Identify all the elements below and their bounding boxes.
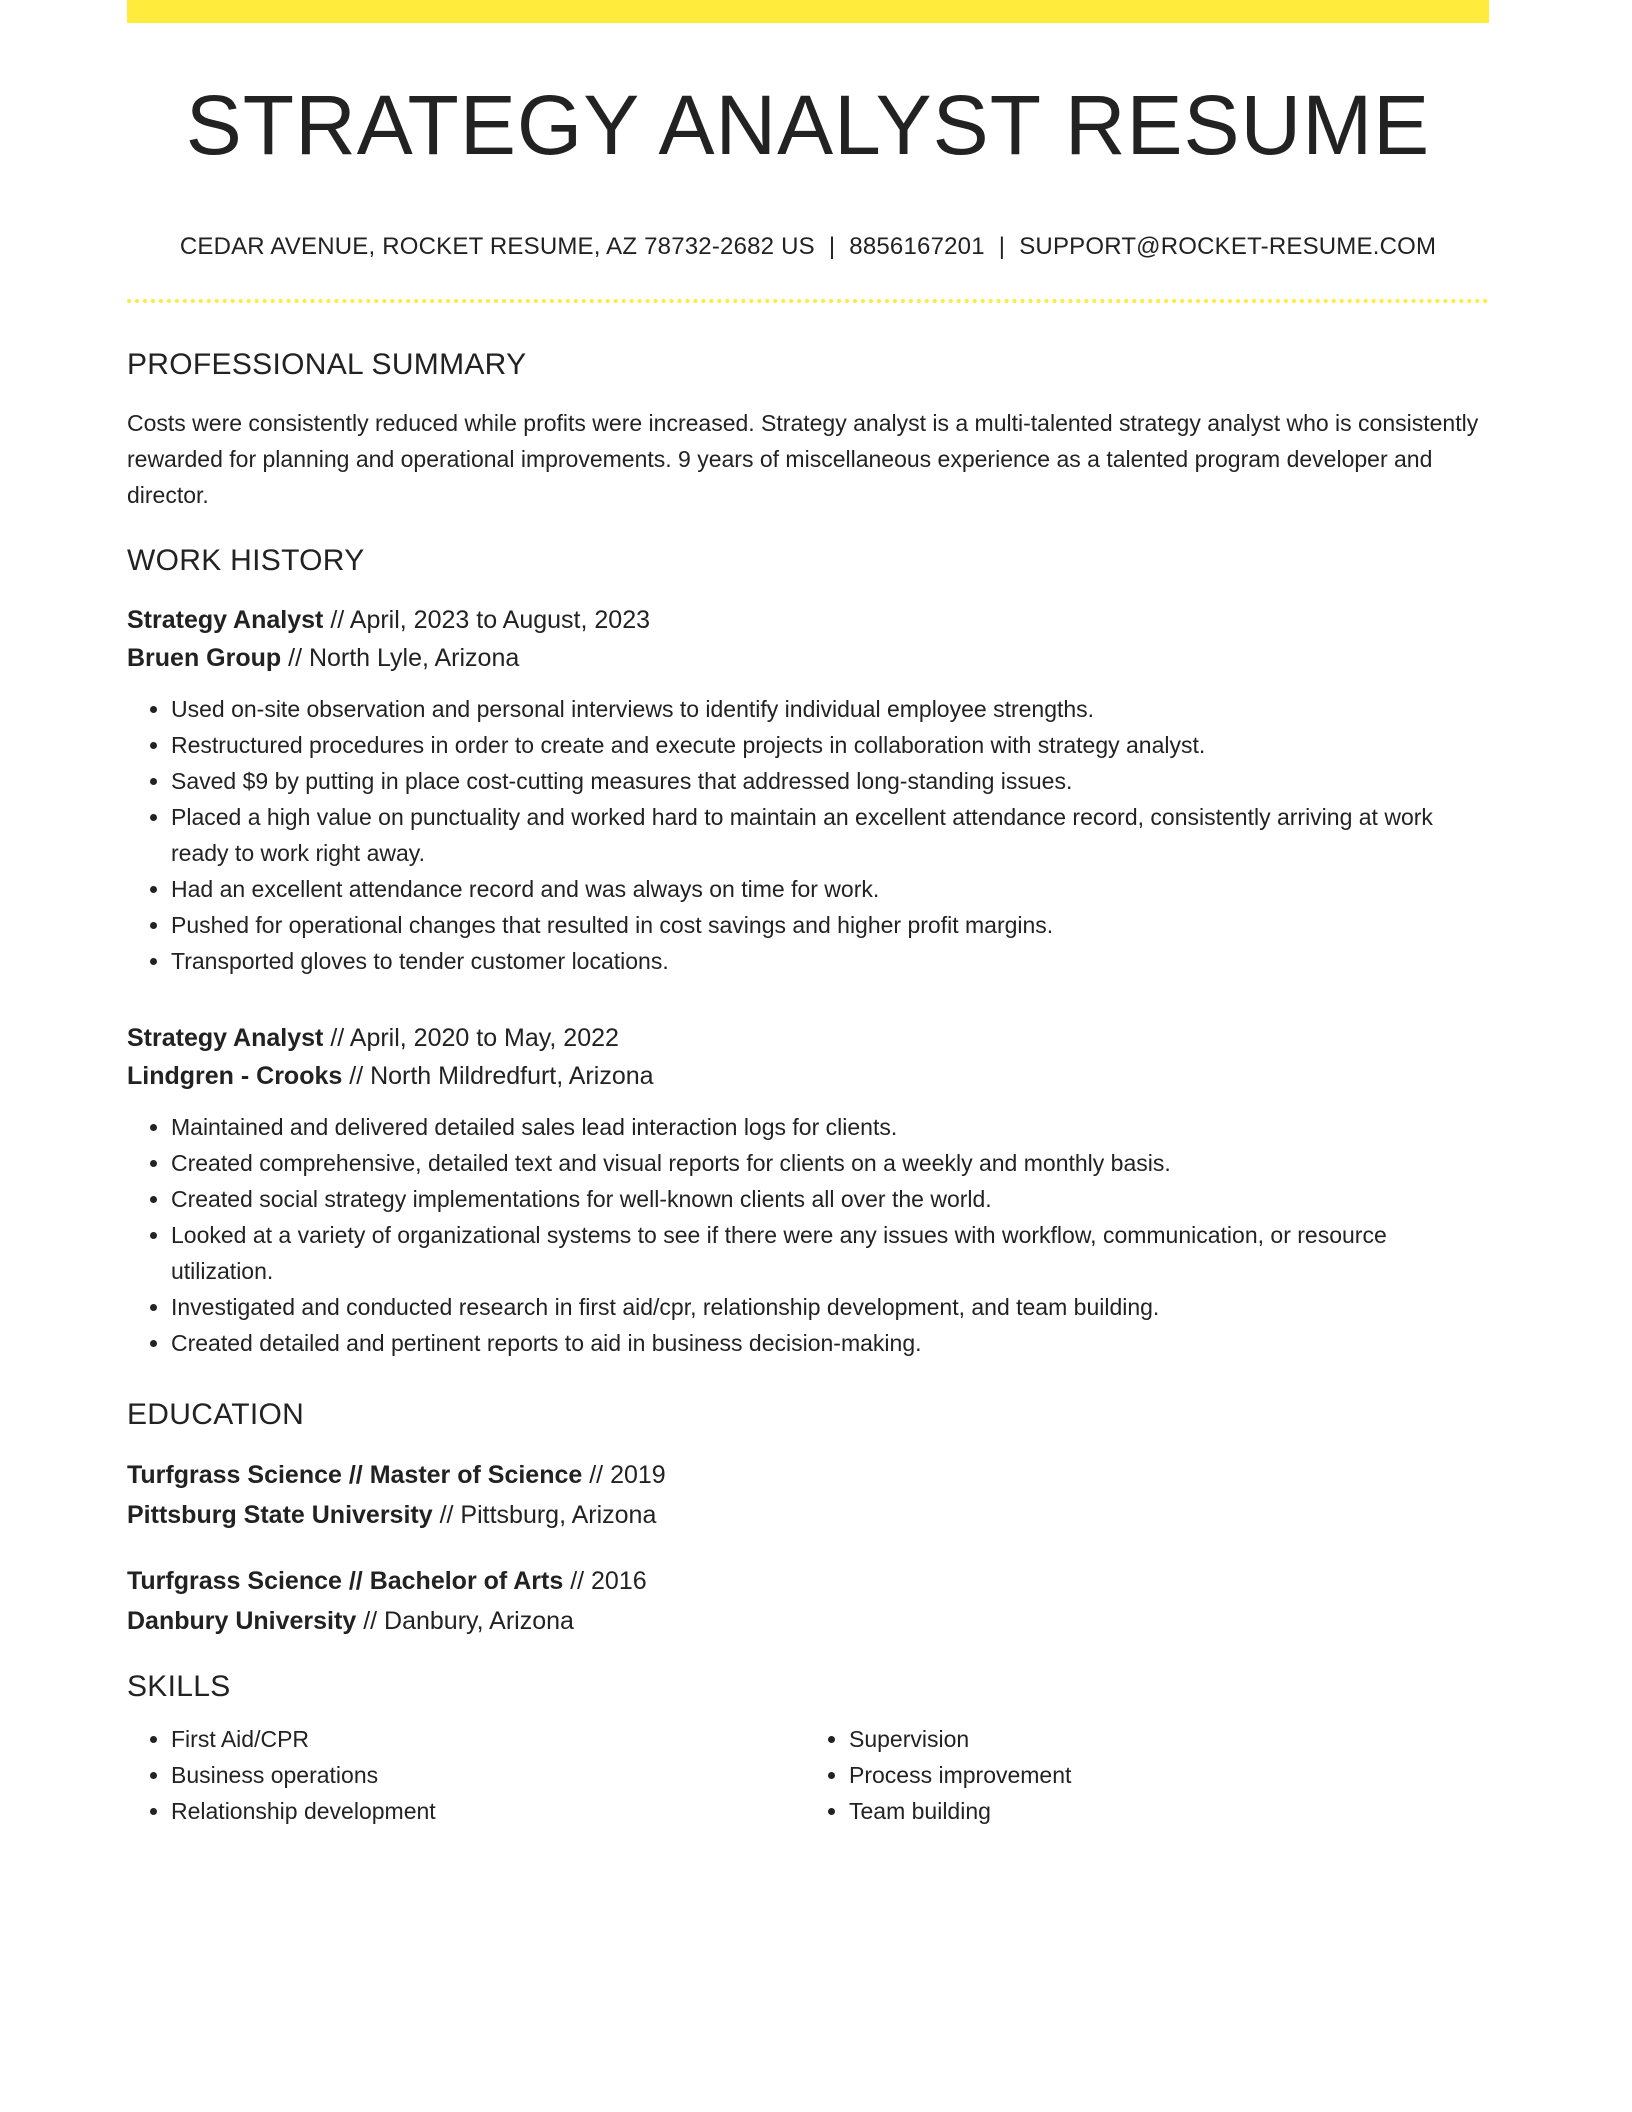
contact-email: SUPPORT@ROCKET-RESUME.COM	[1019, 233, 1437, 260]
list-item: • Restructured procedures in order to create and execute projects in collaboration with strategy analyst.	[171, 727, 1489, 763]
job-role: Strategy Analyst	[127, 606, 324, 634]
job-title-line	[127, 601, 1489, 639]
skills-list-right	[802, 1721, 1480, 1829]
skill-item: • Relationship development	[171, 1793, 802, 1829]
school-line	[127, 1601, 1489, 1641]
page-title: STRATEGY ANALYST RESUME	[185, 78, 1431, 172]
school: Danbury University	[127, 1607, 357, 1635]
degree-line	[127, 1561, 1489, 1601]
list-item: • Placed a high value on punctuality and worked hard to maintain an excellent attendance record, consistently arriving at work ready to work right away.	[171, 799, 1489, 871]
dotted-divider	[127, 299, 1489, 303]
skills-list-left	[127, 1721, 802, 1829]
list-item: • Maintained and delivered detailed sales lead interaction logs for clients.	[171, 1109, 1489, 1145]
job-dates: // April, 2023 to August, 2023	[323, 606, 650, 634]
list-item: • Created detailed and pertinent reports to aid in business decision-making.	[171, 1325, 1489, 1361]
list-item: • Transported gloves to tender customer locations.	[171, 943, 1489, 979]
contact-line	[127, 233, 1489, 261]
job-bullets	[127, 691, 1489, 979]
contact-phone: 8856167201	[849, 233, 985, 260]
job-company: Lindgren - Crooks	[127, 1062, 343, 1090]
skill-item: • Team building	[849, 1793, 1480, 1829]
job-entry	[127, 1019, 1489, 1361]
list-item: • Investigated and conducted research in first aid/cpr, relationship development, and team building.	[171, 1289, 1489, 1325]
degree: Turfgrass Science // Master of Science	[127, 1461, 583, 1489]
summary-heading: PROFESSIONAL SUMMARY	[127, 348, 527, 381]
contact-address: CEDAR AVENUE, ROCKET RESUME, AZ 78732-2682 US	[179, 233, 815, 260]
skill-item: • First Aid/CPR	[171, 1721, 802, 1757]
list-item: • Created social strategy implementations for well-known clients all over the world.	[171, 1181, 1489, 1217]
work-history-heading: WORK HISTORY	[127, 544, 365, 577]
summary-text: Costs were consistently reduced while profits were increased. Strategy analyst is a multi-talented strategy analyst who is consistently rewarded for planning and operational improvements. 9 years of miscellaneous experience as a talented program developer and director.	[127, 410, 1479, 508]
job-company: Bruen Group	[127, 644, 282, 672]
school-location: // Danbury, Arizona	[356, 1607, 574, 1635]
graduation-year: // 2016	[563, 1567, 647, 1595]
education-entry	[127, 1455, 1489, 1535]
job-location: // North Mildredfurt, Arizona	[342, 1062, 654, 1090]
contact-separator: |	[828, 233, 836, 260]
job-company-line	[127, 639, 1489, 677]
list-item: • Saved $9 by putting in place cost-cutting measures that addressed long-standing issues.	[171, 763, 1489, 799]
list-item: • Created comprehensive, detailed text and visual reports for clients on a weekly and monthly basis.	[171, 1145, 1489, 1181]
school: Pittsburg State University	[127, 1501, 433, 1529]
job-title-line	[127, 1019, 1489, 1057]
school-line	[127, 1495, 1489, 1535]
list-item: • Pushed for operational changes that resulted in cost savings and higher profit margins.	[171, 907, 1489, 943]
degree: Turfgrass Science // Bachelor of Arts	[127, 1567, 564, 1595]
contact-separator: |	[998, 233, 1006, 260]
list-item: • Used on-site observation and personal interviews to identify individual employee strengths.	[171, 691, 1489, 727]
education-heading: EDUCATION	[127, 1398, 305, 1431]
job-dates: // April, 2020 to May, 2022	[323, 1024, 619, 1052]
skills-heading: SKILLS	[127, 1670, 231, 1703]
graduation-year: // 2019	[582, 1461, 666, 1489]
job-bullets	[127, 1109, 1489, 1361]
skill-item: • Business operations	[171, 1757, 802, 1793]
accent-bar	[127, 0, 1489, 23]
job-company-line	[127, 1057, 1489, 1095]
skill-item: • Supervision	[849, 1721, 1480, 1757]
education-entry	[127, 1561, 1489, 1641]
skill-item: • Process improvement	[849, 1757, 1480, 1793]
job-role: Strategy Analyst	[127, 1024, 324, 1052]
resume-page	[127, 0, 1489, 1829]
degree-line	[127, 1455, 1489, 1495]
job-entry	[127, 601, 1489, 979]
job-location: // North Lyle, Arizona	[281, 644, 520, 672]
skills-grid	[127, 1721, 1489, 1829]
list-item: • Looked at a variety of organizational systems to see if there were any issues with workflow, communication, or resource utilization.	[171, 1217, 1489, 1289]
school-location: // Pittsburg, Arizona	[432, 1501, 657, 1529]
list-item: • Had an excellent attendance record and was always on time for work.	[171, 871, 1489, 907]
